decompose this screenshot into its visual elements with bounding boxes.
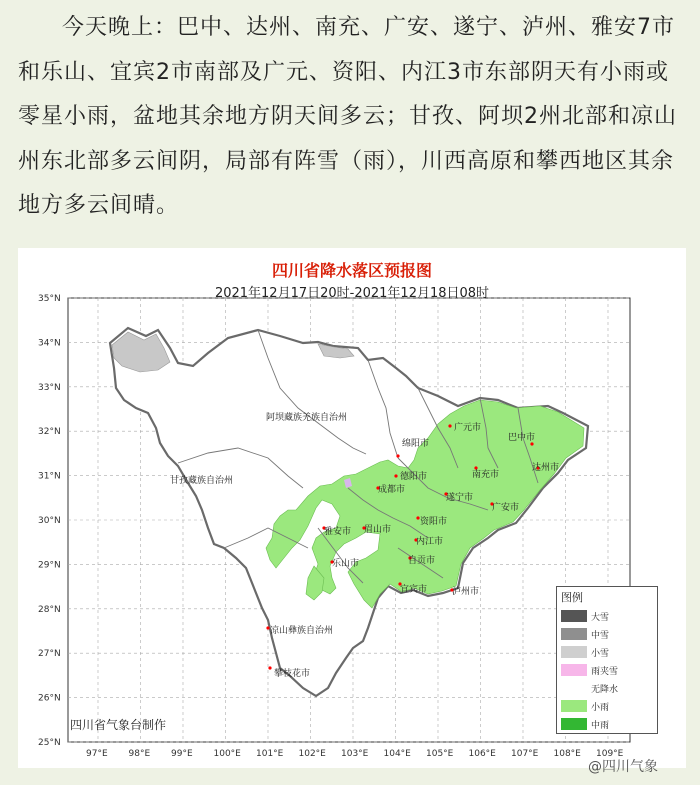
legend-label: 小雨 [591,703,610,713]
legend-item [557,715,657,733]
legend-item [557,625,657,643]
latitude-label: 35°N [38,294,61,304]
longitude-label: 109°E [596,749,624,759]
legend-label: 中雪 [591,631,610,641]
latitude-label: 26°N [38,693,61,704]
label-meishan: 眉山市 [364,525,392,535]
latitude-label: 33°N [38,382,61,393]
longitude-label: 100°E [213,749,241,759]
label-guangyuan: 广元市 [454,423,482,433]
city-dot [448,424,451,427]
latitude-label: 27°N [38,649,61,660]
longitude-label: 101°E [256,749,284,759]
longitude-labels [86,749,624,759]
latitude-label: 30°N [38,516,61,526]
legend-swatch [561,646,587,658]
legend-item [557,697,657,715]
legend-item [557,607,657,625]
article-text-block [0,0,700,240]
legend-items [557,607,657,733]
latitude-label: 29°N [38,560,61,571]
legend-swatch [561,628,587,640]
map-subtitle: 2021年12月17日20时-2021年12月18日08时 [214,286,490,301]
label-suining: 遂宁市 [446,493,474,503]
legend-item [557,643,657,661]
label-dazhou: 达州市 [532,463,560,473]
longitude-label: 105°E [426,749,454,759]
longitude-label: 102°E [298,749,326,759]
longitude-label: 108°E [553,749,581,759]
longitude-label: 104°E [383,749,411,759]
label-guangan: 广安市 [492,503,520,513]
forecast-text: 今天晚上：巴中、达州、南充、广安、遂宁、泸州、雅安7市和乐山、宜宾2市南部及广元、资阳、内江3市东部阴天有小雨或零星小雨，盆地其余地方阴天间多云；甘孜、阿坝2州北部和凉山州东北部多云间阴，局部有阵雪（雨），川西高原和攀西地区其余地方多云间晴。 [18,15,677,218]
map-maker-credit: 四川省气象台制作 [70,718,167,732]
latitude-label: 32°N [38,427,61,438]
legend-title: 图例 [561,591,583,604]
label-luzhou: 泸州市 [452,587,480,597]
longitude-label: 103°E [341,749,369,759]
city-dot [268,666,271,669]
legend-swatch [561,718,587,730]
label-leshan: 乐山市 [332,559,360,569]
legend-swatch [561,700,587,712]
label-chengdu: 成都市 [378,485,406,495]
longitude-label: 97°E [86,749,108,759]
city-dot [394,474,397,477]
label-ziyang: 资阳市 [420,517,448,527]
legend-swatch [561,664,587,676]
label-zigong: 自贡市 [408,556,436,566]
label-aba: 阿坝藏族羌族自治州 [266,413,348,423]
city-dot [396,454,399,457]
legend-label: 大雪 [591,613,610,623]
label-yibin: 宜宾市 [400,585,428,595]
label-yaan: 雅安市 [324,527,352,537]
legend-item [557,661,657,679]
legend-swatch [561,610,587,622]
label-liangshan: 凉山彝族自治州 [270,626,334,636]
longitude-label: 98°E [128,749,151,759]
weibo-watermark: @四川气象 [588,759,658,775]
label-bazhong: 巴中市 [508,433,536,443]
legend-label: 中雨 [591,721,610,731]
label-deyang: 德阳市 [400,472,428,482]
legend-label: 雨夹雪 [591,667,619,677]
legend-swatch [561,682,587,694]
label-ganzi: 甘孜藏族自治州 [170,476,234,486]
map-title: 四川省降水落区预报图 [271,261,432,280]
latitude-label: 34°N [38,338,61,349]
longitude-label: 106°E [468,749,496,759]
legend-label: 无降水 [591,685,619,695]
map-legend [556,586,658,734]
label-mianyang: 绵阳市 [402,439,430,449]
longitude-label: 107°E [511,749,539,759]
longitude-label: 99°E [171,749,193,759]
latitude-label: 28°N [38,604,61,615]
label-neijiang: 内江市 [416,537,444,547]
label-nanchong: 南充市 [472,470,500,480]
forecast-map-card [18,248,686,768]
legend-item [557,679,657,697]
latitude-label: 25°N [38,738,61,748]
label-panzhihua: 攀枝花市 [274,669,311,679]
latitude-labels [38,294,61,748]
legend-label: 小雪 [591,649,610,659]
latitude-label: 31°N [38,471,61,482]
forecast-paragraph [18,6,688,229]
